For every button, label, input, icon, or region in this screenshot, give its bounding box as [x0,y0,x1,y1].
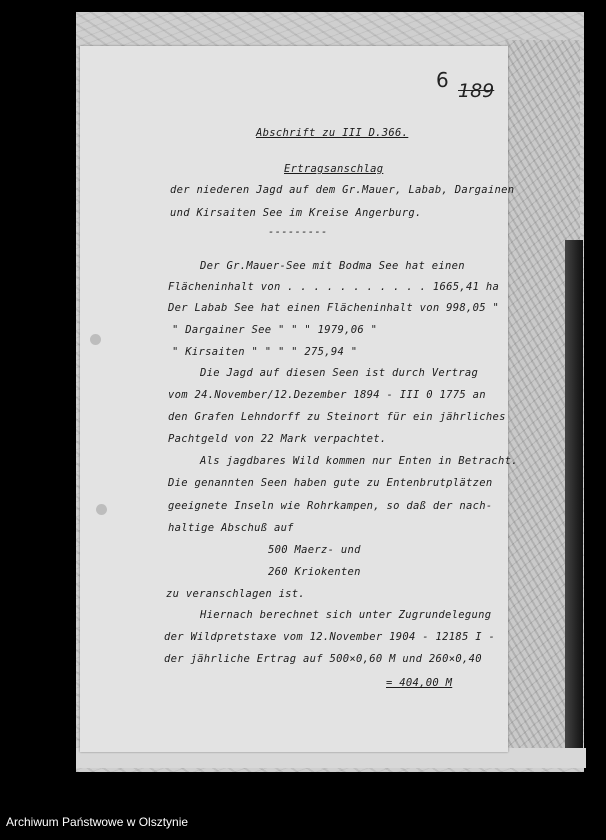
text-line: geeignete Inseln wie Rohrkampen, so daß der nach- [168,500,493,512]
text-line: Der Gr.Mauer-See mit Bodma See hat einen [200,260,465,272]
text-line: haltige Abschuß auf [168,522,294,534]
text-line: zu veranschlagen ist. [166,588,306,600]
punch-hole [96,504,107,515]
separator: --------- [268,226,328,238]
text-line: 260 Kriokenten [268,566,361,578]
document-title: Ertragsanschlag [284,163,384,175]
text-line: Die genannten Seen haben gute zu Entenbrutplätzen [168,477,493,489]
document-heading: Abschrift zu III D.366. [256,127,409,139]
text-line: und Kirsaiten See im Kreise Angerburg. [170,207,422,219]
text-line: der jährliche Ertrag auf 500×0,60 M und 260×0,40 [164,653,482,665]
text-line: 500 Maerz- und [268,544,361,556]
text-line: " Dargainer See " " " 1979,06 " [172,324,378,336]
total-amount: = 404,00 M [386,677,453,689]
text-line: der niederen Jagd auf dem Gr.Mauer, Labab, Dargainen [170,184,515,196]
text-line: Die Jagd auf diesen Seen ist durch Vertrag [200,367,479,379]
punch-hole [90,334,101,345]
archive-footer: Archiwum Państwowe w Olsztynie [6,815,189,829]
binding-shadow [565,240,583,760]
text-line: vom 24.November/12.Dezember 1894 - III 0 1775 an [168,389,486,401]
page-number-old: 189 [458,80,495,102]
text-line: der Wildpretstaxe vom 12.November 1904 - 12185 I - [164,631,496,643]
page-number-new: 6 [436,68,449,92]
text-line: den Grafen Lehndorff zu Steinort für ein jährliches [168,411,506,423]
text-line: Pachtgeld von 22 Mark verpachtet. [168,433,387,445]
text-line: Hiernach berechnet sich unter Zugrundelegung [200,609,492,621]
text-line: Flächeninhalt von . . . . . . . . . . . 1665,41 ha [168,281,500,293]
text-line: Der Labab See hat einen Flächeninhalt von 998,05 " [168,302,500,314]
text-line: Als jagdbares Wild kommen nur Enten in Betracht. [200,455,518,467]
text-line: " Kirsaiten " " " " 275,94 " [172,346,358,358]
